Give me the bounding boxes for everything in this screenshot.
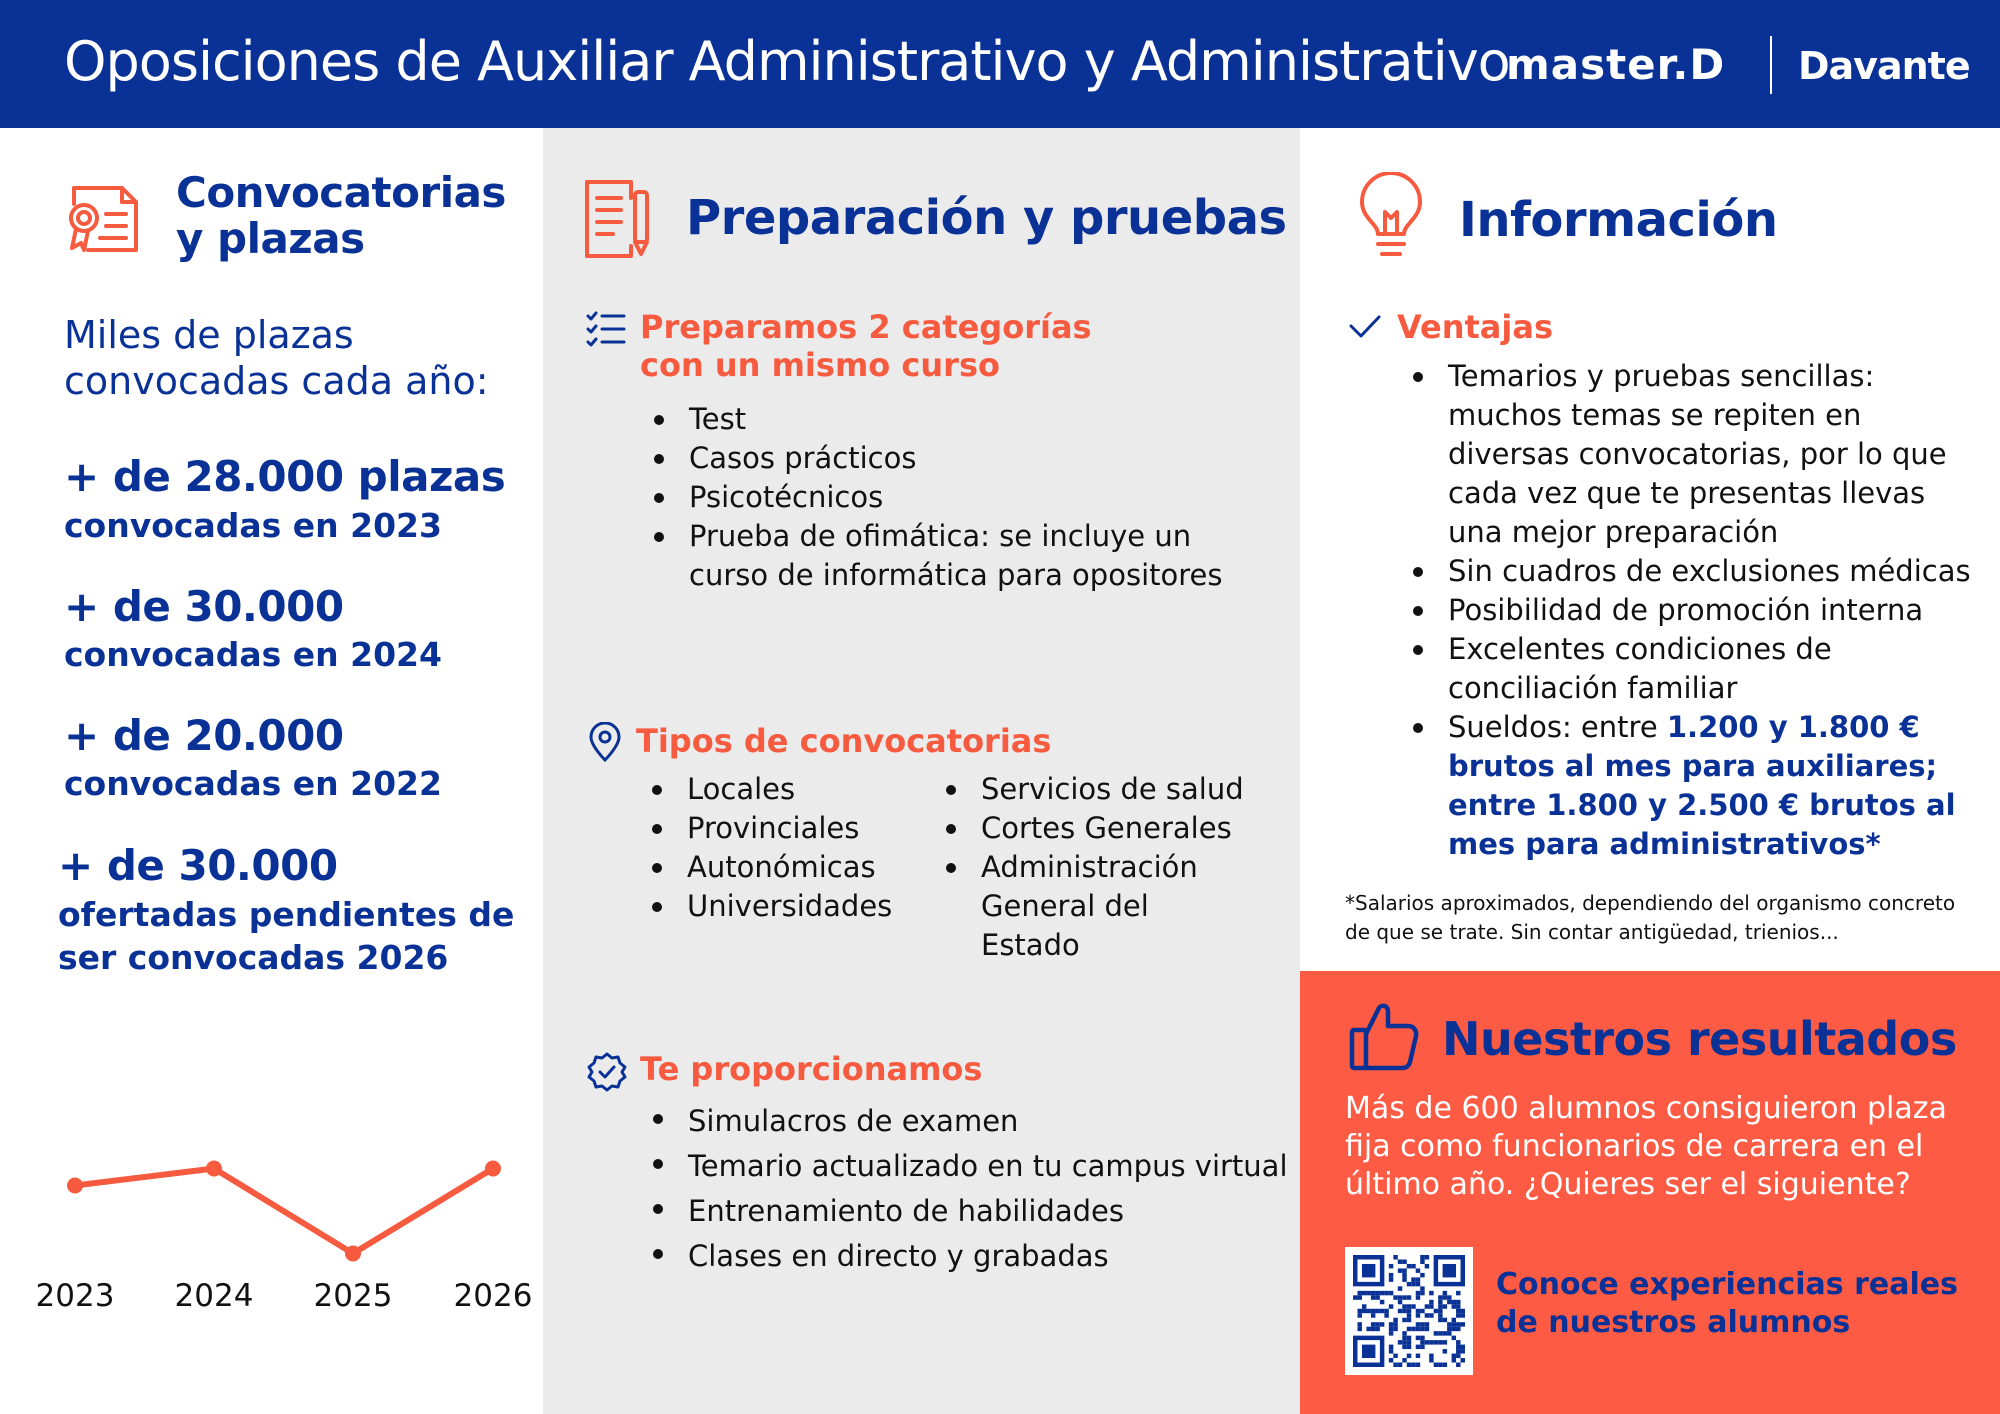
ventajas-list [1411,357,1971,864]
location-pin-icon [588,722,622,762]
logo-master-d: master.D [1506,40,1726,89]
list-item: Administración General del Estado [944,848,1244,965]
lightbulb-icon [1356,172,1426,264]
list-item: Servicios de salud [944,770,1264,809]
resultados-title: Nuestros resultados [1442,1012,1957,1066]
list-item: Test [652,400,1252,439]
proporcionamos-subtitle: Te proporcionamos [640,1050,983,1088]
preparacion-title: Preparación y pruebas [686,190,1287,246]
data-point-2025 [345,1246,361,1262]
stat-2023-small: convocadas en 2023 [64,506,442,545]
document-pencil-icon [583,176,653,260]
resultados-text: Más de 600 alumnos consiguieron plaza fija como funcionarios de carrera en el último año. ¿Quieres ser el siguiente? [1345,1091,1947,1202]
x-tick-label: 2024 [174,1278,254,1314]
list-item: Locales [650,770,910,809]
list-item: Universidades [650,887,910,926]
stat-2023-big: + de 28.000 plazas [64,452,506,501]
sueldos-highlight: 1.200 y 1.800 € brutos al mes para auxiliares; entre 1.800 y 2.500 € brutos al mes para administrativos* [1448,710,1956,861]
tipos-list-col2 [944,770,1264,965]
x-tick-label: 2023 [35,1278,115,1314]
logo-davante: Davante [1798,44,1970,88]
thumbs-up-icon [1348,1000,1420,1072]
list-item: Excelentes condiciones de conciliación familiar [1411,630,1971,708]
stat-2026-small-2: ser convocadas 2026 [58,938,449,977]
list-item: Temario actualizado en tu campus virtual [651,1144,1291,1189]
stat-2022-big: + de 20.000 [64,711,344,760]
convocatorias-intro: Miles de plazas convocadas cada año: [64,313,489,403]
list-item: Clases en directo y grabadas [651,1234,1291,1279]
data-point-2023 [67,1178,83,1194]
list-item: Entrenamiento de habilidades [651,1189,1291,1234]
stat-2026-big: + de 30.000 [58,841,338,890]
data-point-2026 [485,1161,501,1177]
stat-2024-big: + de 30.000 [64,582,344,631]
proporcionamos-list [651,1099,1291,1279]
categorias-list [652,400,1252,595]
list-item: Posibilidad de promoción interna [1411,591,1971,630]
qr-code[interactable] [1345,1247,1473,1375]
tipos-subtitle: Tipos de convocatorias [636,722,1052,760]
list-item: Psicotécnicos [652,478,1252,517]
verified-badge-icon [586,1051,628,1093]
certificate-icon [64,178,144,258]
tipos-list-col1 [650,770,910,926]
list-item: Casos prácticos [652,439,1252,478]
x-tick-label: 2025 [313,1278,393,1314]
checkmark-icon [1348,314,1382,340]
list-item: Sin cuadros de exclusiones médicas [1411,552,1971,591]
list-item: Temarios y pruebas sencillas: muchos temas se repiten en diversas convocatorias, por lo que cada vez que te presentas llevas una mejor preparación [1411,357,1971,552]
series-line [75,1169,493,1254]
x-tick-label: 2026 [453,1278,533,1314]
convocatorias-title: Convocatorias y plazas [176,168,506,263]
list-item: Prueba de ofimática: se incluye un curso de informática para opositores [652,517,1252,595]
list-item: Autonómicas [650,848,910,887]
informacion-title: Información [1459,192,1778,248]
list-item: Provinciales [650,809,910,848]
ventajas-subtitle: Ventajas [1397,308,1553,346]
stat-2024-small: convocadas en 2024 [64,635,442,674]
page-title: Oposiciones de Auxiliar Administrativo y Administrativo [64,30,1510,93]
stat-2026-small-1: ofertadas pendientes de [58,895,515,934]
stat-2022-small: convocadas en 2022 [64,764,442,803]
list-item: Cortes Generales [944,809,1264,848]
data-point-2024 [206,1161,222,1177]
checklist-icon [586,310,626,350]
qr-code-pattern [1353,1255,1465,1367]
categorias-subtitle: Preparamos 2 categorías con un mismo curso [640,308,1092,384]
logo-divider [1770,36,1772,94]
list-item: Simulacros de examen [651,1099,1291,1144]
plazas-line-chart [0,1120,543,1320]
list-item-sueldos: Sueldos: entre 1.200 y 1.800 € brutos al mes para auxiliares; entre 1.800 y 2.500 € brutos al mes para administrativos* [1411,708,1971,864]
salary-footnote: *Salarios aproximados, dependiendo del organismo concreto de que se trate. Sin contar antigüedad, trienios... [1345,891,1956,944]
experiencias-link[interactable]: Conoce experiencias reales de nuestros alumnos [1496,1267,1958,1340]
header-bar [0,0,2000,128]
